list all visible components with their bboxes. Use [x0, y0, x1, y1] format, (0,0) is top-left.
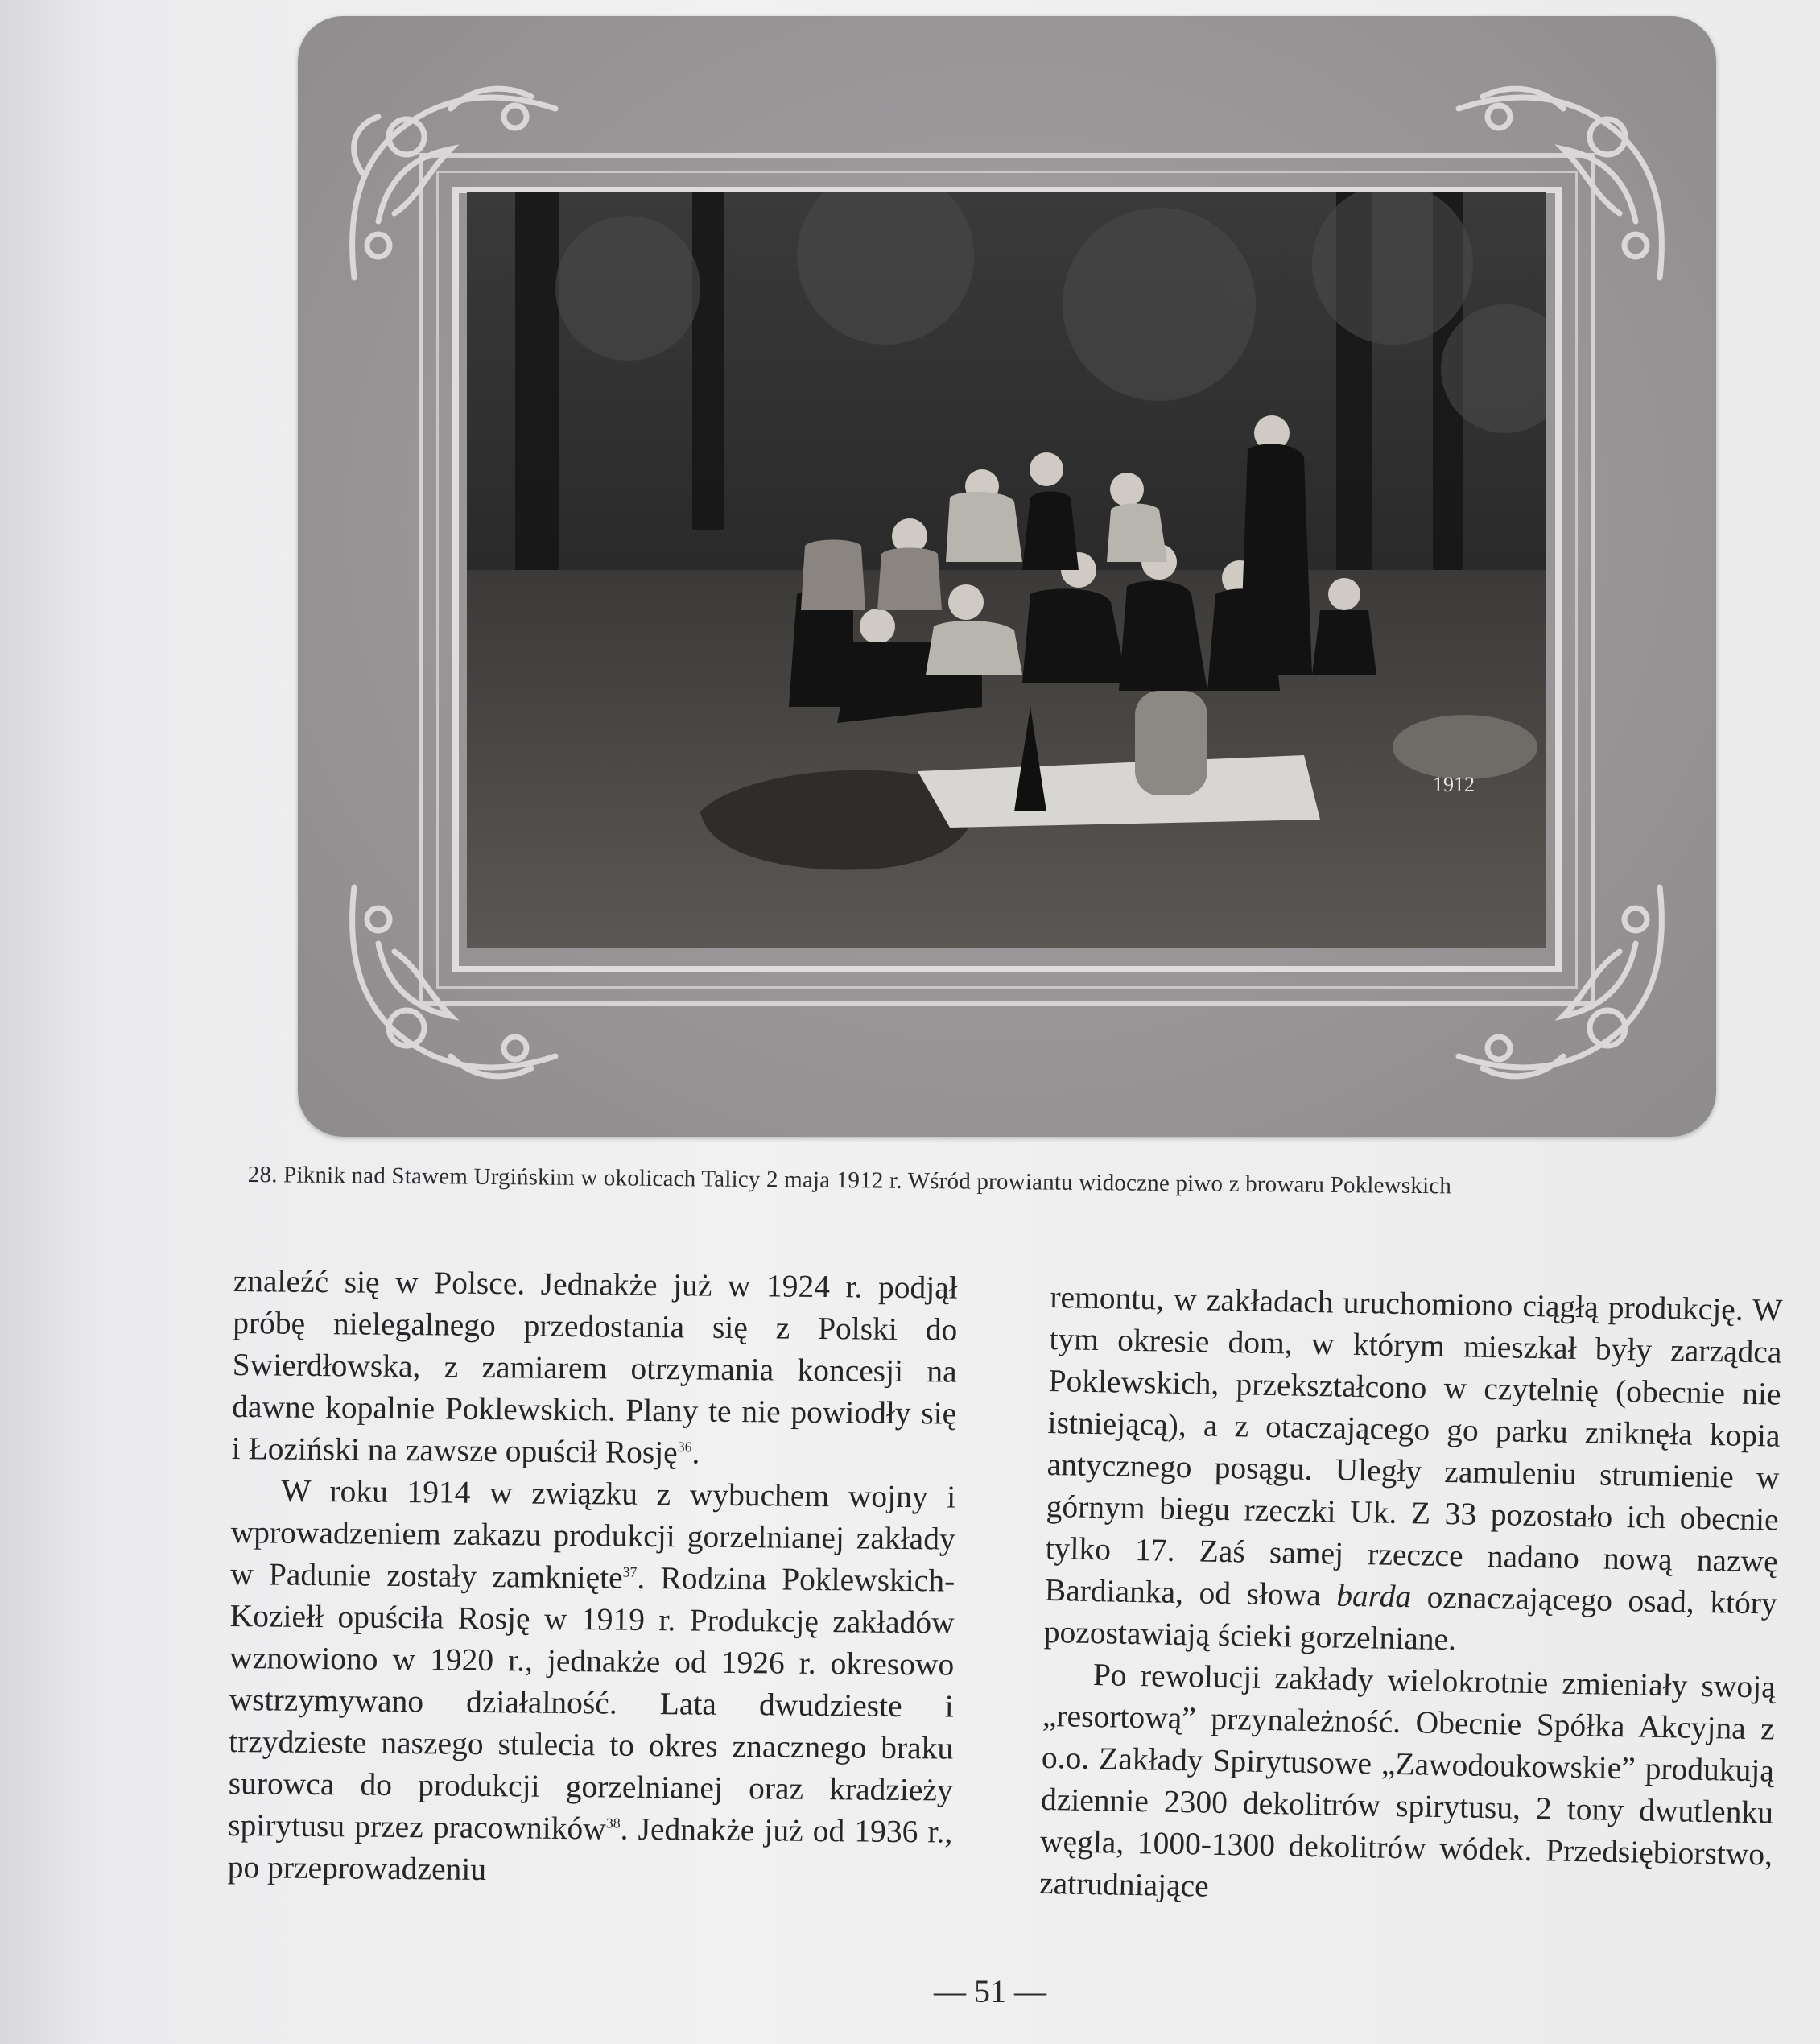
paragraph-text: . Rodzina Poklewskich-Koziełł opuściła Rosję w 1919 r. Produkcję zakładów wznowiono w 1920 r., jednakże od 1926 r. okresowo wstrzymywano działalność. Lata dwudzieste i trzydzieste naszego stulecia to okres znacznego braku surowca do produkcji gorzelnianej oraz kradzieży spirytusu przez pracowników — [228, 1559, 955, 1847]
footnote-ref: 37 — [622, 1563, 638, 1580]
paragraph — [228, 1469, 956, 1895]
footnote-ref: 38 — [605, 1815, 621, 1831]
photo-mount — [298, 16, 1716, 1137]
paragraph-text: remontu, w zakładach uruchomiono ciągłą produkcję. W tym okresie dom, w którym mieszkał były zarządca Poklewskich, przekształcono w czytelnię (obecnie nie istniejącą), a z otaczającego go parku zniknęła kopia antycznego posągu. Uległy zamuleniu strumienie w górnym biegu rzeczki Uk. Z 33 pozostało ich obecnie tylko 17. Zaś samej rzeczce nadano nową nazwę Bardianka, od słowa — [1044, 1278, 1783, 1613]
page-number: — 51 — — [934, 1973, 1046, 2009]
paragraph — [1043, 1276, 1782, 1666]
photo-year-inscription: 1912 — [1433, 773, 1475, 796]
historical-photo-picnic — [467, 192, 1546, 948]
text-column-right — [1039, 1276, 1783, 1918]
paragraph-text: . — [691, 1435, 700, 1471]
footnote-ref: 36 — [677, 1439, 692, 1456]
paragraph-text: oznaczającego osad, który pozostawiają ścieki gorzelniane. — [1043, 1579, 1778, 1658]
paragraph-text: Po rewolucji zakłady wielokrotnie zmieniały swoją „resortową” przynależność. Obecnie Spółka Akcyjna z o.o. Zakłady Spirytusowe „Zawodoukowskie” produkują dziennie 2300 dekolitrów spirytusu, 2 tony dwutlenku węgla, 1000-1300 dekolitrów wódek. Przedsiębiorstwo, zatrudniające — [1038, 1657, 1777, 1904]
paragraph-text: W roku 1914 w związku z wybuchem wojny i wprowadzeniem zakazu produkcji gorzelnianej zakłady w Padunie zostały zamknięte — [230, 1472, 956, 1596]
paragraph — [1039, 1653, 1777, 1918]
italic-term: barda — [1335, 1577, 1412, 1615]
paragraph-text: znaleźć się w Polsce. Jednakże już w 1924 r. podjął próbę nielegalnego przedostania się z Polski do Swierdłowska, z zamiarem otrzymania koncesji na dawne kopalnie Poklewskich. Plany te nie powiodły się i Łoziński na zawsze opuścił Rosję — [231, 1262, 958, 1471]
figure-caption: 28. Piknik nad Stawem Urgińskim w okolicach Talicy 2 maja 1912 r. Wśród prowiantu widoczne piwo z browaru Poklewskich — [247, 1162, 1452, 1200]
paragraph — [232, 1260, 958, 1476]
text-column-left — [228, 1260, 958, 1895]
paragraph-text: . Jednakże już od 1936 r., po przeprowadzeniu — [227, 1811, 953, 1888]
